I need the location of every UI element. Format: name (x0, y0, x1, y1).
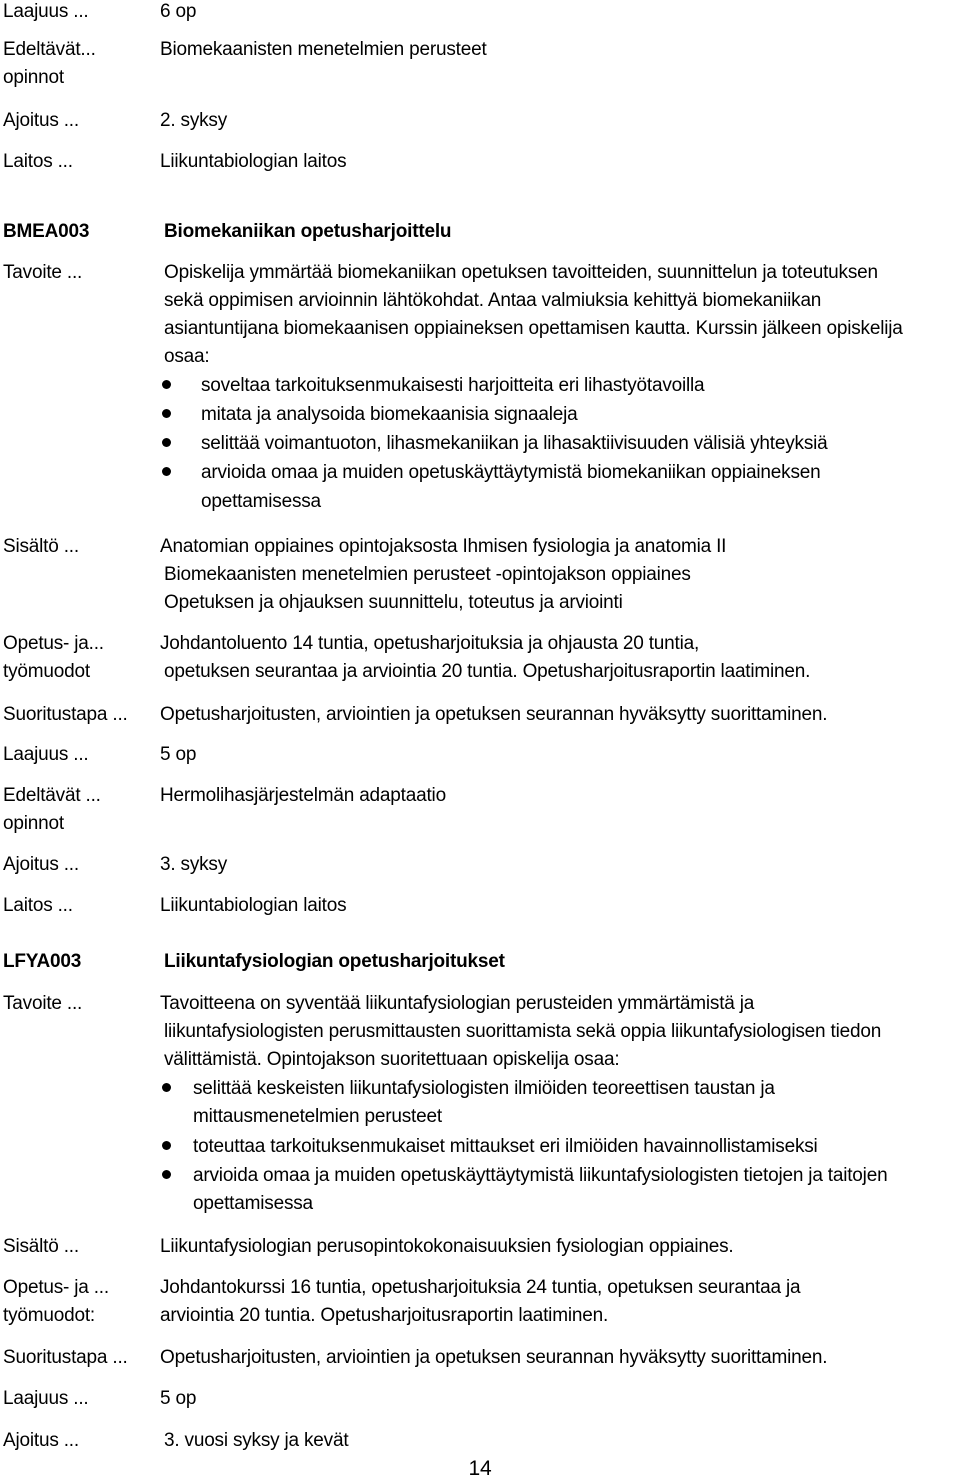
laajuus-value: 5 op (160, 1388, 197, 1409)
bullet-item: mitata ja analysoida biomekaanisia signaaleja (201, 404, 578, 425)
course-title: Biomekaniikan opetusharjoittelu (164, 221, 452, 242)
suoritustapa-value: Opetusharjoitusten, arviointien ja opetuksen seurannan hyväksytty suorittaminen. (160, 704, 828, 725)
laitos-value: Liikuntabiologian laitos (160, 151, 347, 172)
laajuus-value: 6 op (160, 1, 197, 22)
bullet-item: soveltaa tarkoituksenmukaisesti harjoitteita eri lihastyötavoilla (201, 375, 705, 396)
bullet-item-continuation: mittausmenetelmien perusteet (193, 1106, 442, 1127)
ajoitus-value: 3. syksy (160, 854, 228, 875)
ajoitus-value: 3. vuosi syksy ja kevät (164, 1430, 349, 1451)
sisalto-line: Anatomian oppiaines opintojaksosta Ihmisen fysiologia ja anatomia II (160, 536, 727, 557)
tavoite-label: Tavoite ... (3, 993, 83, 1014)
laajuus-label: Laajuus ... (3, 1388, 89, 1409)
bullet-icon (162, 438, 171, 447)
suoritustapa-value: Opetusharjoitusten, arviointien ja opetuksen seurannan hyväksytty suorittaminen. (160, 1347, 828, 1368)
opetus-line: Johdantoluento 14 tuntia, opetusharjoituksia ja ohjausta 20 tuntia, (160, 633, 700, 654)
laitos-value: Liikuntabiologian laitos (160, 895, 347, 916)
laitos-label: Laitos ... (3, 895, 73, 916)
bullet-icon (162, 1083, 171, 1092)
sisalto-line: Opetuksen ja ohjauksen suunnittelu, toteutus ja arviointi (164, 592, 623, 613)
bullet-item: selittää voimantuoton, lihasmekaniikan ja lihasaktiivisuuden välisiä yhteyksiä (201, 433, 828, 454)
ajoitus-label: Ajoitus ... (3, 854, 79, 875)
laajuus-label: Laajuus ... (3, 744, 89, 765)
ajoitus-value: 2. syksy (160, 110, 228, 131)
opetus-label: Opetus- ja... (3, 633, 104, 654)
bullet-item: selittää keskeisten liikuntafysiologisten ilmiöiden teoreettisen taustan ja (193, 1078, 775, 1099)
edeltavat-label-2: opinnot (3, 813, 64, 834)
laajuus-label: Laajuus ... (3, 1, 89, 22)
suoritustapa-label: Suoritustapa ... (3, 704, 128, 725)
edeltavat-value: Hermolihasjärjestelmän adaptaatio (160, 785, 446, 806)
bullet-icon (162, 1170, 171, 1179)
sisalto-label: Sisältö ... (3, 536, 79, 557)
bullet-item: toteuttaa tarkoituksenmukaiset mittaukset eri ilmiöiden havainnollistamiseksi (193, 1136, 818, 1157)
edeltavat-label: Edeltävät... (3, 39, 96, 60)
bullet-icon (162, 467, 171, 476)
sisalto-line: Biomekaanisten menetelmien perusteet -opintojakson oppiaines (164, 564, 691, 585)
laajuus-value: 5 op (160, 744, 197, 765)
sisalto-value: Liikuntafysiologian perusopintokokonaisuuksien fysiologian oppiaines. (160, 1236, 734, 1257)
page-number: 14 (468, 1457, 492, 1480)
tavoite-line: osaa: (164, 346, 210, 367)
tavoite-line: liikuntafysiologisten perusmittausten suorittamista sekä oppia liikuntafysiologisen tiedon (164, 1021, 882, 1042)
opetus-label-2: työmuodot (3, 661, 90, 682)
opetus-line: opetuksen seurantaa ja arviointia 20 tuntia. Opetusharjoitusraportin laatiminen. (164, 661, 811, 682)
edeltavat-label: Edeltävät ... (3, 785, 101, 806)
opetus-line: Johdantokurssi 16 tuntia, opetusharjoituksia 24 tuntia, opetuksen seurantaa ja (160, 1277, 801, 1298)
tavoite-line: Tavoitteena on syventää liikuntafysiologian perusteiden ymmärtämistä ja (160, 993, 755, 1014)
tavoite-line: asiantuntijana biomekaanisen oppiaineksen opettamisen kautta. Kurssin jälkeen opiskelija (164, 318, 903, 339)
edeltavat-label-2: opinnot (3, 67, 64, 88)
bullet-item-continuation: opettamisessa (201, 491, 321, 512)
opetus-line: arviointia 20 tuntia. Opetusharjoitusraportin laatiminen. (160, 1305, 609, 1326)
bullet-icon (162, 380, 171, 389)
suoritustapa-label: Suoritustapa ... (3, 1347, 128, 1368)
ajoitus-label: Ajoitus ... (3, 1430, 79, 1451)
course-code: LFYA003 (3, 951, 82, 972)
bullet-item: arvioida omaa ja muiden opetuskäyttäytymistä liikuntafysiologisten tietojen ja taitojen (193, 1165, 888, 1186)
bullet-icon (162, 409, 171, 418)
bullet-item-continuation: opettamisessa (193, 1193, 313, 1214)
tavoite-label: Tavoite ... (3, 262, 83, 283)
edeltavat-value: Biomekaanisten menetelmien perusteet (160, 39, 487, 60)
tavoite-line: sekä oppimisen arvioinnin lähtökohdat. Antaa valmiuksia kehittyä biomekaniikan (164, 290, 822, 311)
tavoite-line: välittämistä. Opintojakson suoritettuaan opiskelija osaa: (164, 1049, 620, 1070)
bullet-item: arvioida omaa ja muiden opetuskäyttäytymistä biomekaniikan oppiaineksen (201, 462, 821, 483)
course-title: Liikuntafysiologian opetusharjoitukset (164, 951, 505, 972)
course-code: BMEA003 (3, 221, 90, 242)
tavoite-line: Opiskelija ymmärtää biomekaniikan opetuksen tavoitteiden, suunnittelun ja toteutuksen (164, 262, 878, 283)
ajoitus-label: Ajoitus ... (3, 110, 79, 131)
bullet-icon (162, 1141, 171, 1150)
opetus-label-2: työmuodot: (3, 1305, 95, 1326)
sisalto-label: Sisältö ... (3, 1236, 79, 1257)
laitos-label: Laitos ... (3, 151, 73, 172)
opetus-label: Opetus- ja ... (3, 1277, 109, 1298)
